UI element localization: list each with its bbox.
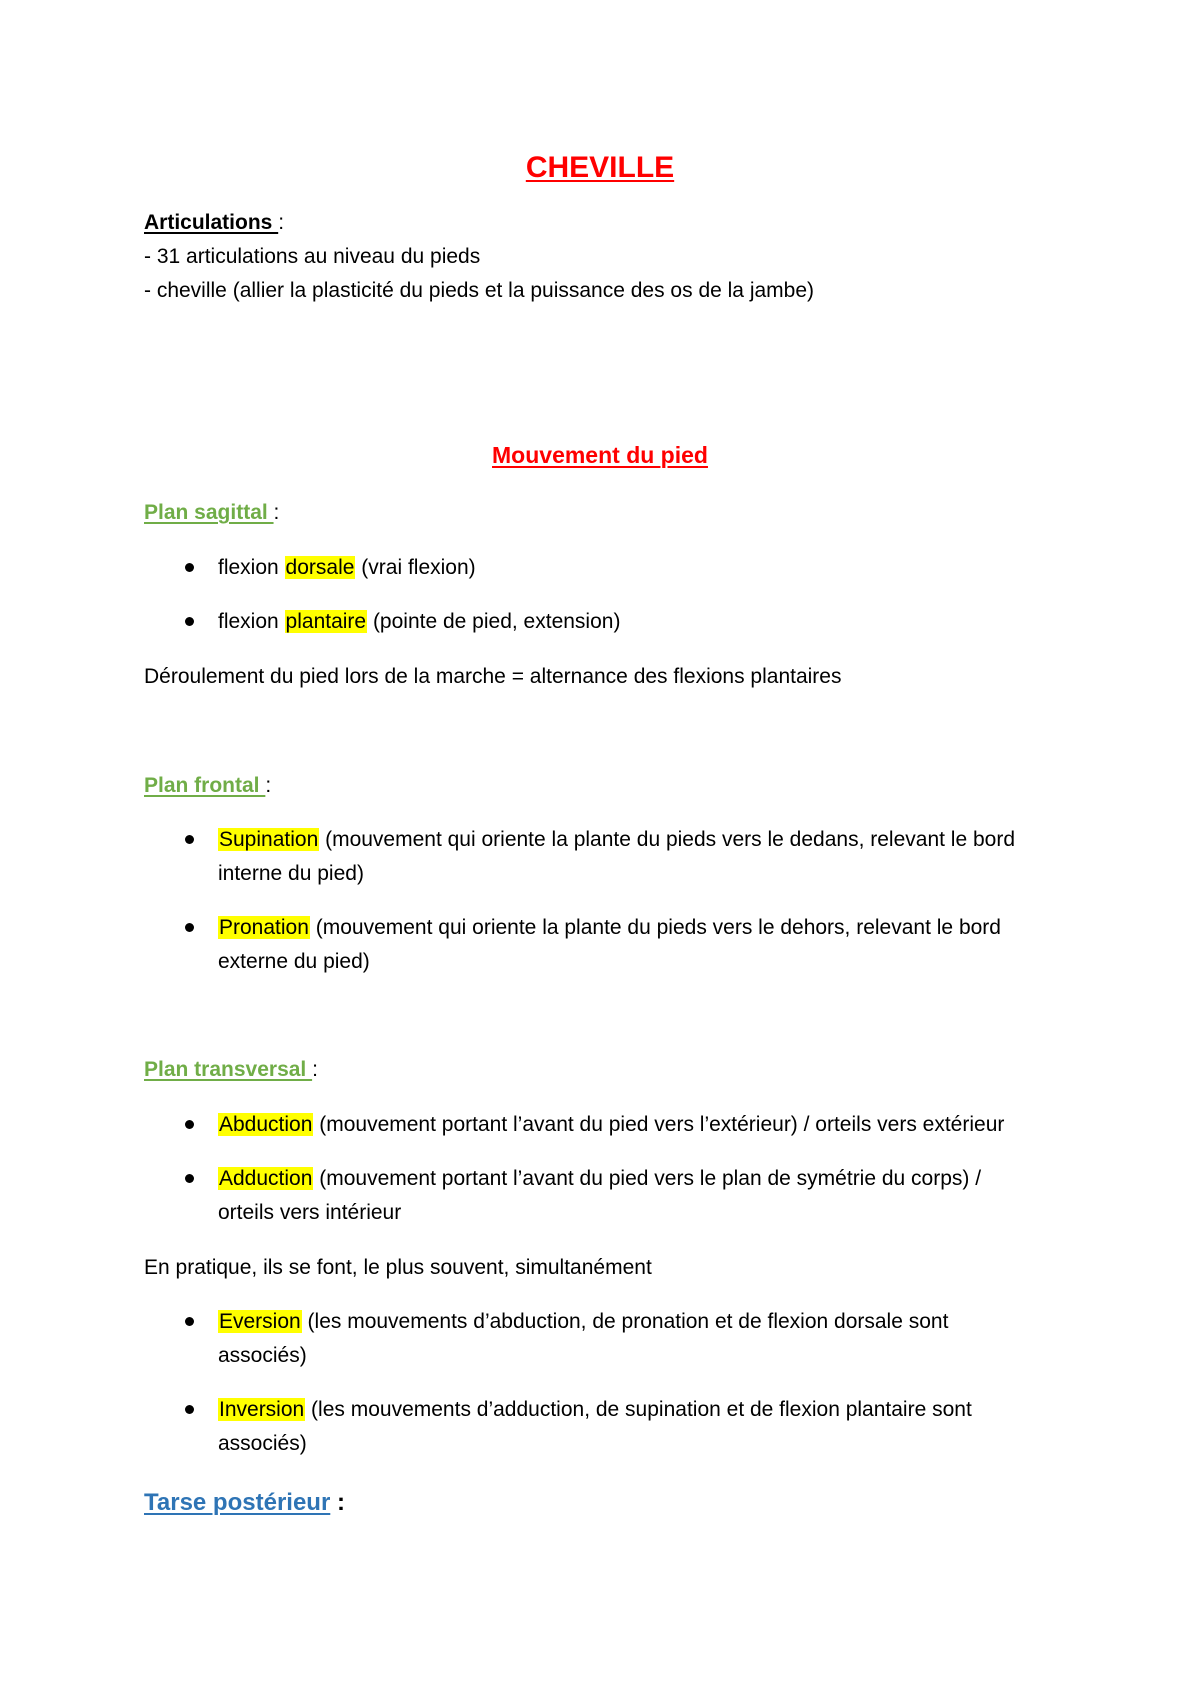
item-text: (mouvement portant l’avant du pied vers l’extérieur) / orteils vers extérieur: [313, 1113, 1005, 1136]
plan-frontal-heading-row: [144, 769, 271, 803]
highlighted-term: Abduction: [219, 1113, 313, 1136]
plan-frontal-colon: :: [265, 774, 272, 797]
highlighted-term: dorsale: [285, 556, 355, 579]
plan-sagittal-heading-row: [144, 496, 279, 530]
bullet-icon: [185, 923, 194, 932]
articulations-heading-row: [144, 206, 284, 240]
articulations-line-1: - 31 articulations au niveau du pieds: [144, 245, 481, 268]
list-item-supination-cont: interne du pied): [218, 862, 364, 885]
list-item-inversion: [218, 1393, 972, 1427]
mouvement-title-row: [0, 438, 1200, 472]
list-item-flexion-plantaire: [218, 605, 620, 639]
mouvement-title: Mouvement du pied: [492, 442, 708, 468]
item-text: flexion: [218, 556, 285, 579]
plan-sagittal-colon: :: [273, 501, 280, 524]
tarse-heading: Tarse postérieur: [144, 1489, 331, 1516]
plan-transversal-heading: Plan transversal: [144, 1058, 313, 1081]
item-text: (vrai flexion): [355, 556, 476, 579]
item-text: (mouvement portant l’avant du pied vers le plan de symétrie du corps) /: [313, 1167, 982, 1190]
list-item-adduction-cont: orteils vers intérieur: [218, 1201, 402, 1224]
bullet-icon: [185, 1405, 194, 1414]
articulations-heading: Articulations: [144, 211, 279, 234]
tarse-heading-row: [144, 1485, 345, 1521]
list-item-abduction: [218, 1108, 1004, 1142]
plan-sagittal-note: Déroulement du pied lors de la marche = alternance des flexions plantaires: [144, 665, 842, 688]
highlighted-term: Inversion: [219, 1398, 305, 1421]
bullet-icon: [185, 617, 194, 626]
list-item-flexion-dorsale: [218, 551, 476, 585]
item-text: (pointe de pied, extension): [367, 610, 621, 633]
highlighted-term: Adduction: [219, 1167, 313, 1190]
articulations-colon: :: [278, 211, 285, 234]
plan-sagittal-heading: Plan sagittal: [144, 501, 274, 524]
bullet-icon: [185, 563, 194, 572]
bullet-icon: [185, 1317, 194, 1326]
highlighted-term: Pronation: [219, 916, 309, 939]
highlighted-term: Supination: [219, 828, 319, 851]
list-item-inversion-cont: associés): [218, 1432, 307, 1455]
item-text: (les mouvements d’adduction, de supination et de flexion plantaire sont: [305, 1398, 972, 1421]
list-item-eversion: [218, 1305, 948, 1339]
document-title: CHEVILLE: [525, 151, 675, 184]
plan-transversal-heading-row: [144, 1053, 318, 1087]
list-item-pronation-cont: externe du pied): [218, 950, 370, 973]
list-item-adduction: [218, 1162, 981, 1196]
bullet-icon: [185, 1174, 194, 1183]
item-text: (les mouvements d’abduction, de pronation et de flexion dorsale sont: [301, 1310, 949, 1333]
list-item-supination: [218, 823, 1015, 857]
highlighted-term: plantaire: [285, 610, 367, 633]
item-text: (mouvement qui oriente la plante du pieds vers le dehors, relevant le bord: [309, 916, 1001, 939]
tarse-colon: :: [330, 1489, 345, 1516]
list-item-pronation: [218, 911, 1001, 945]
plan-transversal-colon: :: [312, 1058, 318, 1081]
bullet-icon: [185, 835, 194, 844]
bullet-icon: [185, 1120, 194, 1129]
articulations-line-2: - cheville (allier la plasticité du pieds et la puissance des os de la jambe): [144, 279, 815, 302]
plan-transversal-note: En pratique, ils se font, le plus souvent, simultanément: [144, 1256, 652, 1279]
item-text: flexion: [218, 610, 285, 633]
plan-frontal-heading: Plan frontal: [144, 774, 266, 797]
highlighted-term: Eversion: [219, 1310, 301, 1333]
item-text: (mouvement qui oriente la plante du pieds vers le dedans, relevant le bord: [319, 828, 1015, 851]
list-item-eversion-cont: associés): [218, 1344, 307, 1367]
